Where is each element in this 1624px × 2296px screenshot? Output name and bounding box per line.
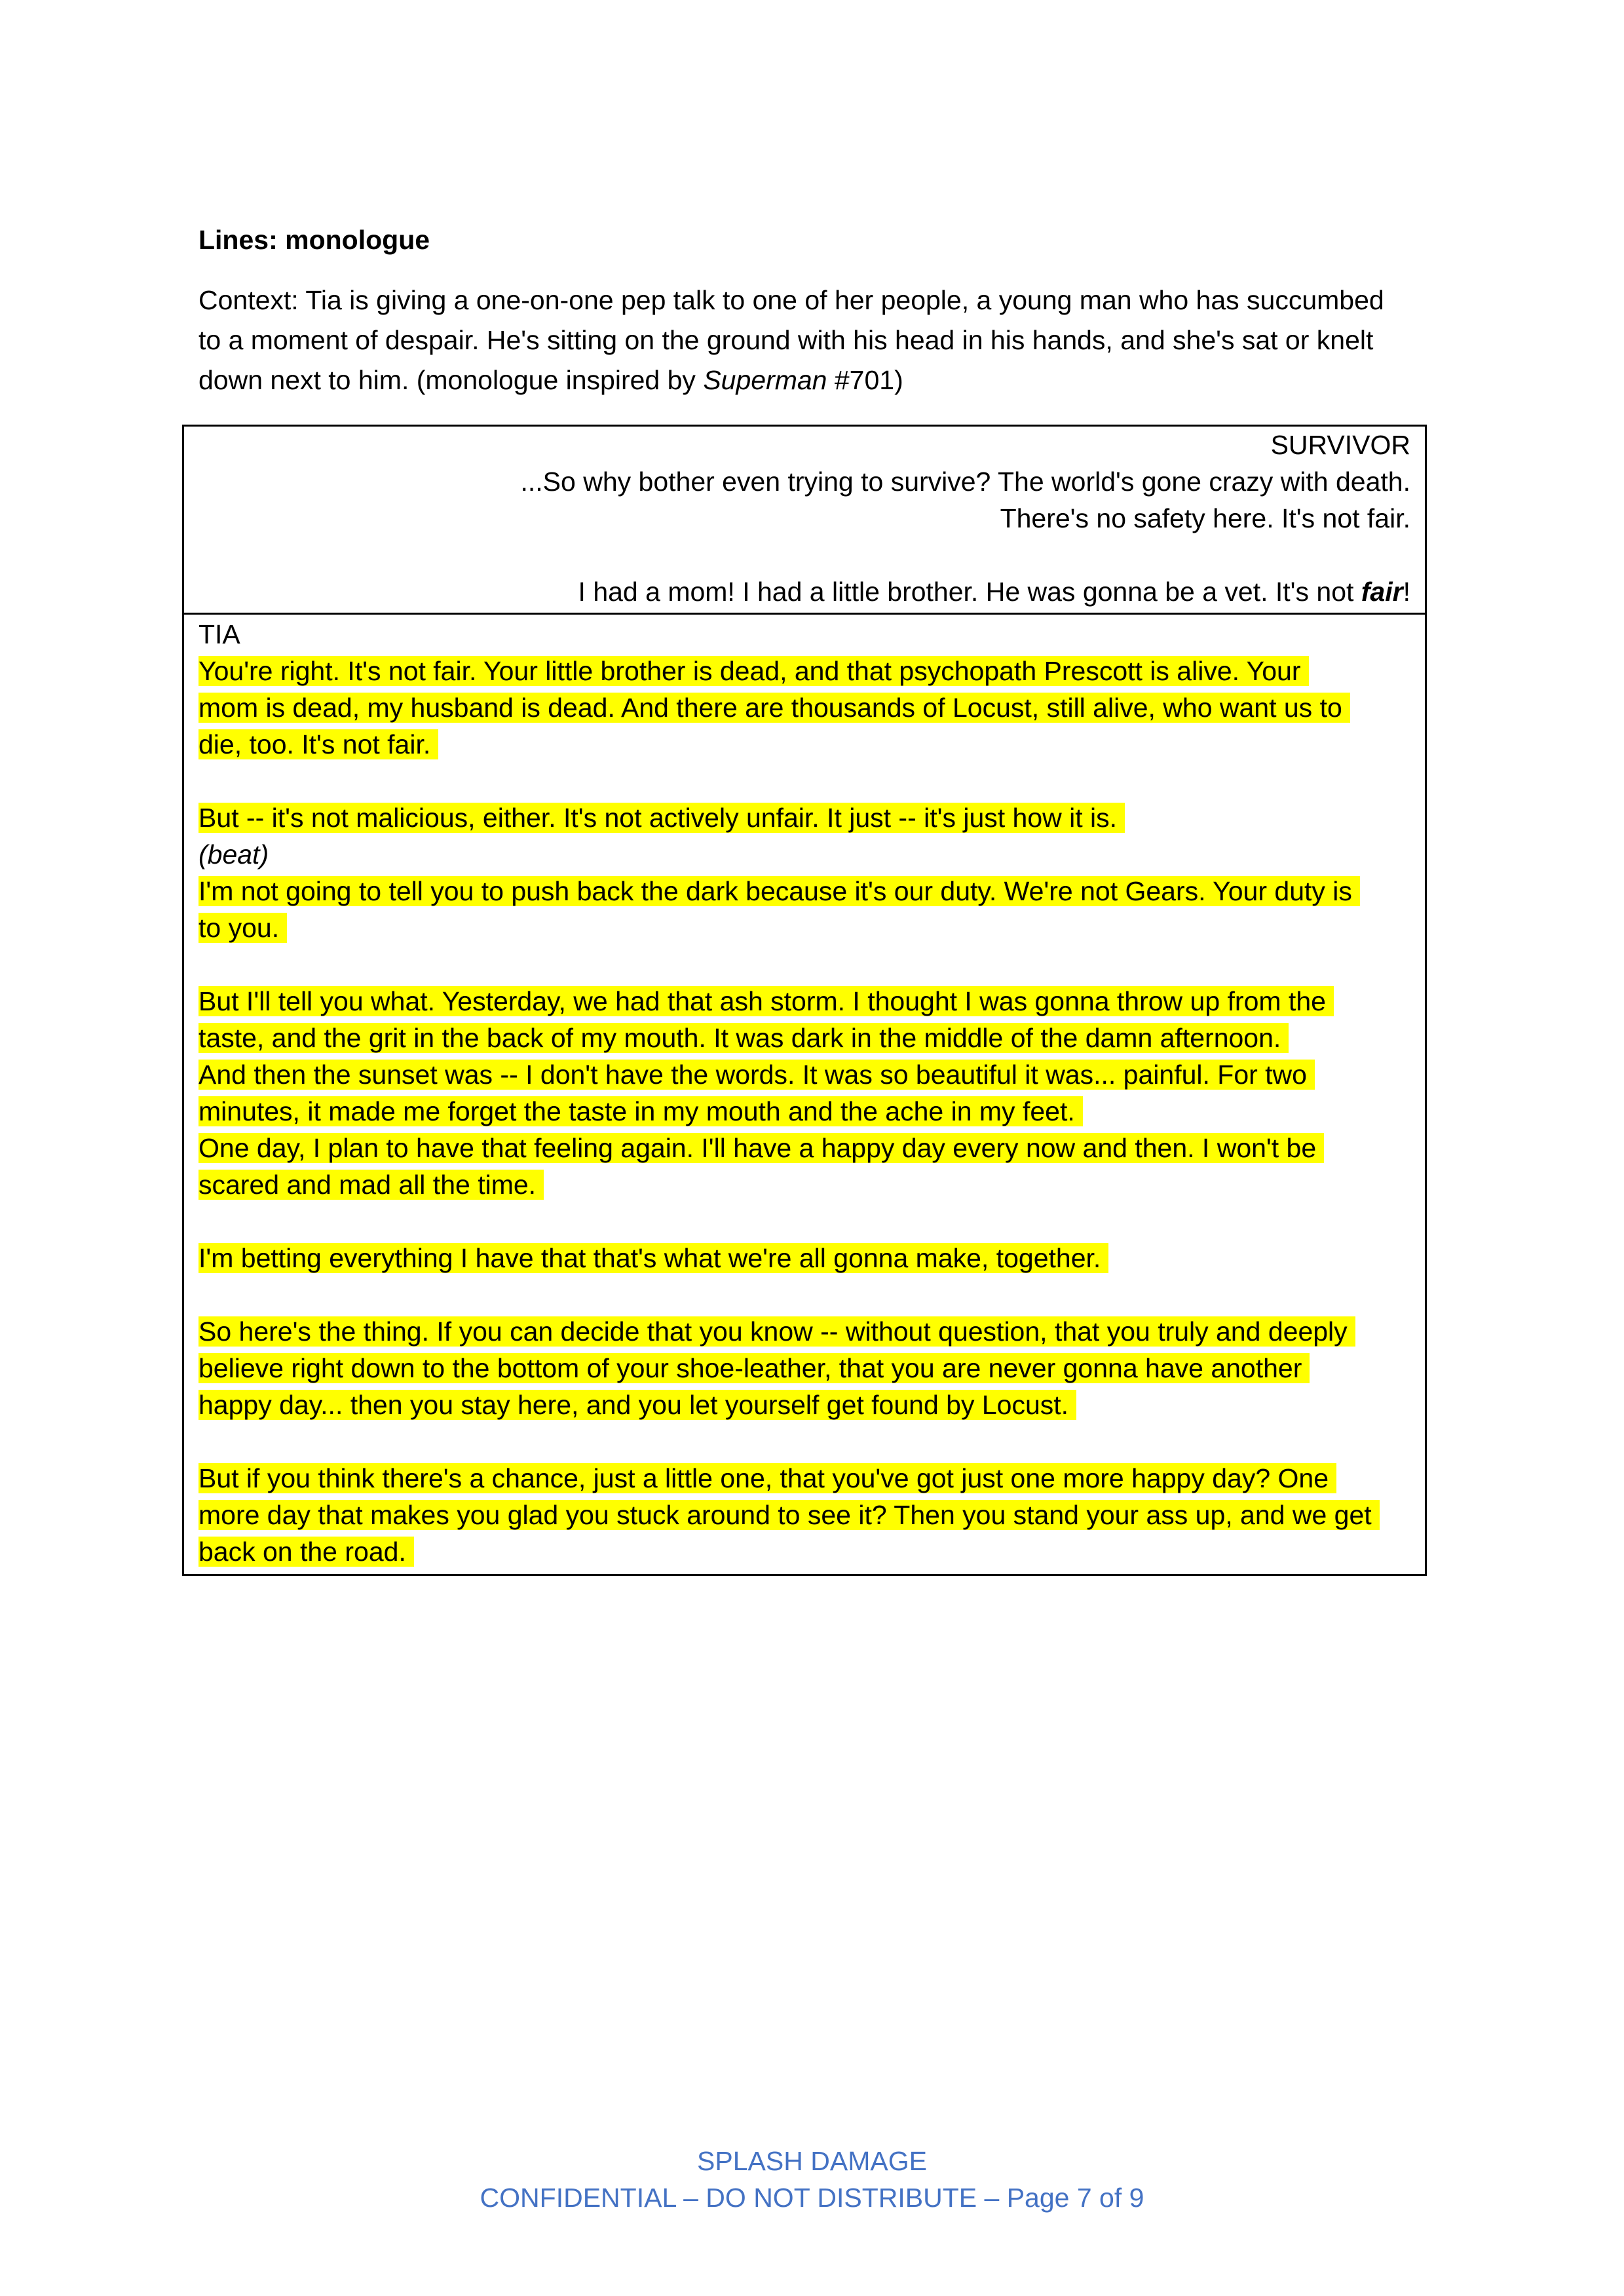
context-line: to a moment of despair. He's sitting on the ground with his head in his hands, and she's sat or knelt	[198, 325, 1374, 355]
script-table	[182, 425, 1427, 1576]
context-line: Context: Tia is giving a one-on-one pep talk to one of her people, a young man who has succumbed	[198, 285, 1384, 315]
tia-line: One day, I plan to have that feeling again. I'll have a happy day every now and then. I won't be	[198, 1133, 1324, 1163]
context-text: down next to him. (monologue inspired by	[198, 365, 704, 395]
tia-line: die, too. It's not fair.	[198, 729, 438, 759]
footer-notice: CONFIDENTIAL – DO NOT DISTRIBUTE – Page 7 of 9	[480, 2183, 1144, 2213]
tia-line: more day that makes you glad you stuck around to see it? Then you stand your ass up, and we get	[198, 1500, 1380, 1530]
tia-line: back on the road.	[198, 1537, 414, 1567]
tia-line: minutes, it made me forget the taste in my mouth and the ache in my feet.	[198, 1096, 1083, 1126]
survivor-text: I had a mom! I had a little brother. He was gonna be a vet. It's not	[578, 577, 1361, 607]
tia-line: scared and mad all the time.	[198, 1170, 544, 1200]
speaker-name-tia: TIA	[198, 619, 240, 649]
tia-line: believe right down to the bottom of your shoe-leather, that you are never gonna have another	[198, 1353, 1310, 1383]
context-paragraph	[198, 280, 1430, 400]
emphasized-word: fair	[1361, 577, 1403, 607]
tia-line: But -- it's not malicious, either. It's not actively unfair. It just -- it's just how it is.	[198, 803, 1125, 833]
tia-line: mom is dead, my husband is dead. And there are thousands of Locust, still alive, who want us to	[198, 693, 1350, 723]
tia-line: happy day... then you stay here, and you let yourself get found by Locust.	[198, 1390, 1076, 1420]
footer-company: SPLASH DAMAGE	[697, 2146, 927, 2176]
tia-line: I'm betting everything I have that that's what we're all gonna make, together.	[198, 1243, 1108, 1273]
tia-line: So here's the thing. If you can decide that you know -- without question, that you truly and deeply	[198, 1316, 1355, 1347]
tia-line: But if you think there's a chance, just a little one, that you've got just one more happy day? One	[198, 1463, 1336, 1493]
comic-title: Superman	[703, 365, 827, 395]
survivor-line	[578, 573, 1410, 610]
survivor-line: There's no safety here. It's not fair.	[1000, 503, 1410, 533]
tia-cell	[184, 615, 1425, 1576]
stage-direction: (beat)	[198, 839, 269, 870]
section-heading: Lines: monologue	[198, 225, 430, 255]
tia-line: But I'll tell you what. Yesterday, we had that ash storm. I thought I was gonna throw up from the	[198, 986, 1334, 1016]
tia-line: You're right. It's not fair. Your little brother is dead, and that psychopath Prescott is alive. Your	[198, 656, 1309, 686]
tia-line: taste, and the grit in the back of my mouth. It was dark in the middle of the damn afternoon.	[198, 1023, 1289, 1053]
survivor-text: !	[1403, 577, 1410, 607]
context-text: #701)	[827, 365, 903, 395]
survivor-line: ...So why bother even trying to survive? The world's gone crazy with death.	[520, 467, 1410, 497]
speaker-name-survivor: SURVIVOR	[1270, 430, 1410, 460]
context-line	[198, 360, 1430, 400]
tia-line: And then the sunset was -- I don't have the words. It was so beautiful it was... painful. For two	[198, 1060, 1315, 1090]
survivor-cell	[184, 427, 1425, 615]
tia-line: to you.	[198, 913, 287, 943]
tia-line: I'm not going to tell you to push back the dark because it's our duty. We're not Gears. Your duty is	[198, 876, 1360, 906]
